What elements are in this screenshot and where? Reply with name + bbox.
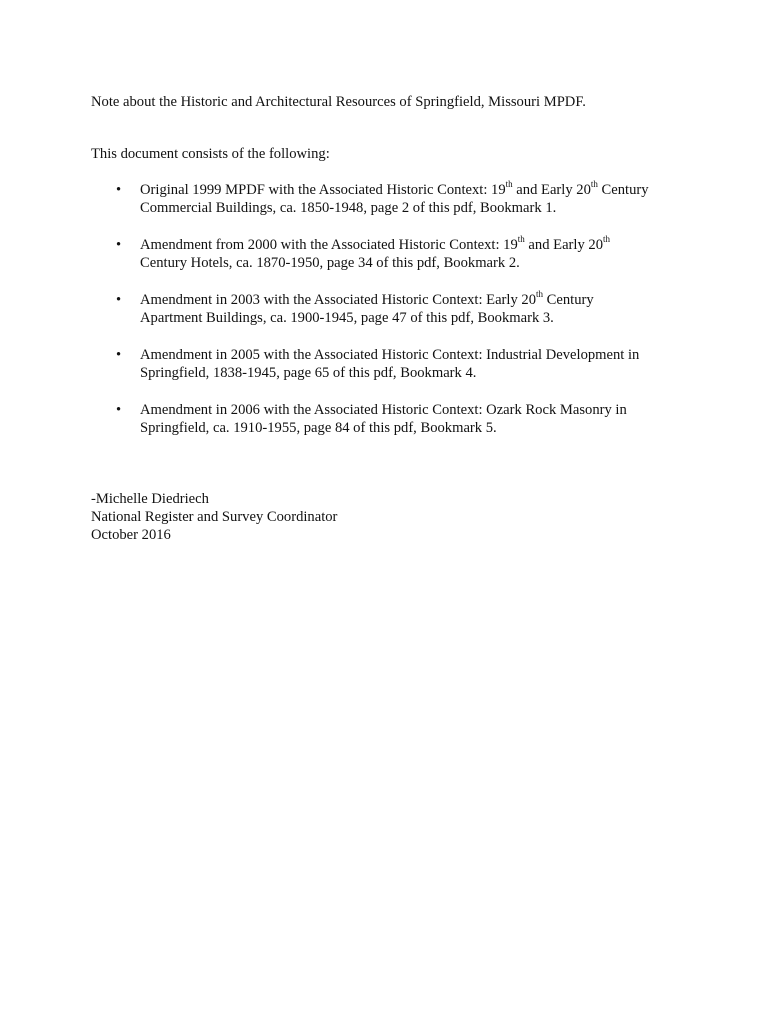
list-item-line-1: [140, 236, 720, 254]
list-item-text: [140, 291, 720, 327]
bullet-icon: •: [116, 292, 122, 308]
bullet-icon: •: [116, 182, 122, 198]
list-item-line-1: [140, 181, 720, 199]
list-item-text: [140, 401, 720, 437]
intro-text: This document consists of the following:: [91, 146, 330, 162]
text-segment: and Early 20: [512, 182, 591, 198]
text-segment: Century: [543, 292, 594, 308]
list-item-line-2: Commercial Buildings, ca. 1850-1948, page 2 of this pdf, Bookmark 1.: [140, 200, 557, 216]
list-item-line-2: Springfield, 1838-1945, page 65 of this pdf, Bookmark 4.: [140, 365, 477, 381]
bullet-icon: •: [116, 237, 122, 253]
list-item-text: [140, 346, 720, 382]
signature-date: October 2016: [91, 527, 171, 543]
superscript: th: [505, 179, 513, 190]
superscript: th: [590, 179, 598, 190]
text-segment: Amendment in 2003 with the Associated Historic Context: Early 20: [140, 292, 536, 308]
superscript: th: [517, 234, 525, 245]
list-item-line-1: Amendment in 2005 with the Associated Historic Context: Industrial Development in: [140, 347, 640, 363]
signature-block: [91, 490, 337, 544]
text-segment: Century: [597, 182, 649, 198]
text-segment: Amendment from 2000 with the Associated Historic Context: 19: [140, 237, 518, 253]
text-segment: and Early 20: [524, 237, 603, 253]
list-item-line-2: Springfield, ca. 1910-1955, page 84 of this pdf, Bookmark 5.: [140, 420, 497, 436]
signature-name: -Michelle Diedriech: [91, 491, 209, 507]
list-item-line-2: Apartment Buildings, ca. 1900-1945, page 47 of this pdf, Bookmark 3.: [140, 310, 554, 326]
note-title: Note about the Historic and Architectural Resources of Springfield, Missouri MPDF.: [91, 94, 586, 110]
list-item-line-1: [140, 291, 720, 309]
list-item-line-1: Amendment in 2006 with the Associated Historic Context: Ozark Rock Masonry in: [140, 402, 627, 418]
list-item-text: [140, 236, 720, 272]
list-item-text: [140, 181, 720, 217]
superscript: th: [603, 234, 611, 245]
bullet-icon: •: [116, 402, 122, 418]
signature-title: National Register and Survey Coordinator: [91, 509, 338, 525]
bullet-icon: •: [116, 347, 122, 363]
list-item-line-2: Century Hotels, ca. 1870-1950, page 34 of this pdf, Bookmark 2.: [140, 255, 520, 271]
text-segment: Original 1999 MPDF with the Associated Historic Context: 19: [140, 182, 506, 198]
superscript: th: [536, 289, 544, 300]
